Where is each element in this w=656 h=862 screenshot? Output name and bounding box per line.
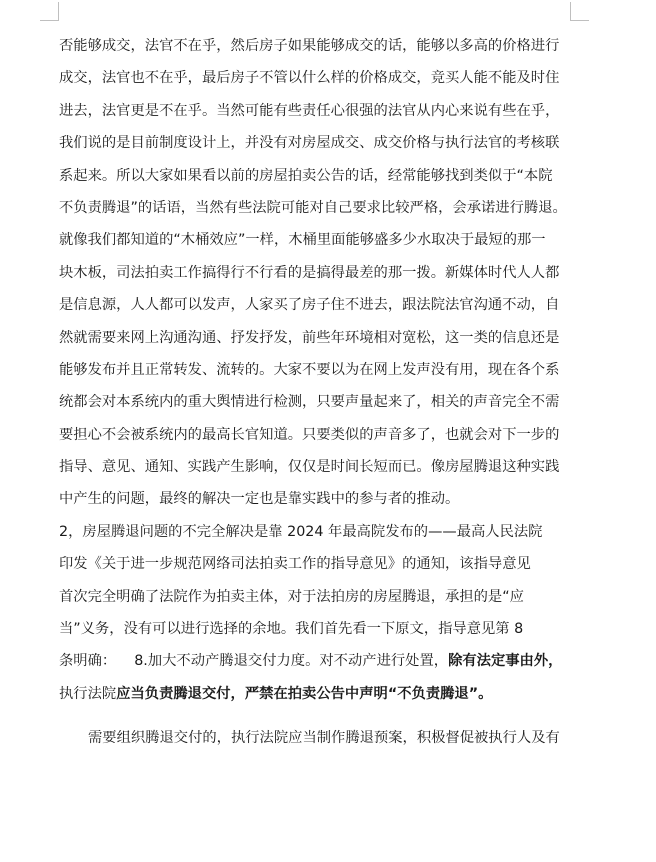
bold-text: 严禁在拍卖公告中声明“不负责腾退”。 [244,685,493,702]
text-line: 否能够成交，法官不在乎，然后房子如果能够成交的话，能够以多高的价格进行 [59,38,560,54]
text-line: 2，房屋腾退问题的不完全解决是靠 2024 年最高院发布的——最高人民法院 [59,523,543,540]
text-span: 条明确： [59,653,117,670]
text-line [59,645,571,677]
text-line: 进去，法官更是不在乎。当然可能有些责任心很强的法官从内心来说有些在乎， [59,102,560,119]
text-line: 要担心不会被系统内的最高长官知道。只要类似的声音多了，也就会对下一步的 [59,426,560,443]
text-line: 需要组织腾退交付的，执行法院应当制作腾退预案，积极督促被执行人及有 [88,730,560,747]
text-line: 当”义务，没有可以进行选择的余地。我们首先看一下原文，指导意见第 8 [59,621,524,638]
paragraph-1 [59,30,571,516]
paragraph-3 [59,722,571,754]
text-span: 执行法院 [59,685,117,702]
text-line: 印发《关于进一步规范网络司法拍卖工作的指导意见》的通知，该指导意见 [59,556,531,573]
text-line: 成交，法官也不在乎，最后房子不管以什么样的价格成交，竞买人能不能及时住 [59,70,560,87]
text-line: 块木板，司法拍卖工作搞得行不行看的是搞得最差的那一拨。新媒体时代人人都 [59,264,560,281]
paragraph-2 [59,516,571,710]
text-line: 统都会对本系统内的重大舆情进行检测，只要声量起来了，相关的声音完全不需 [59,394,560,411]
text-line: 能够发布并且正常转发、流转的。大家不要以为在网上发声没有用，现在各个系 [59,361,560,378]
document-body[interactable] [59,30,571,755]
text-line: 然就需要来网上沟通沟通、抒发抒发，前些年环境相对宽松，这一类的信息还是 [59,329,560,346]
text-line: 我们说的是目前制度设计上，并没有对房屋成交、成交价格与执行法官的考核联 [59,135,560,152]
text-line: 不负责腾退”的话语，当然有些法院可能对自己要求比较严格，会承诺进行腾退。 [59,199,567,216]
crop-mark-top-right [570,2,589,21]
text-line: 中产生的问题，最终的解决一定也是靠实践中的参与者的推动。 [59,491,460,508]
bold-text: 除有法定事由外， [448,653,563,670]
text-line [59,678,571,710]
text-line: 指导、意见、通知、实践产生影响，仅仅是时间长短而已。像房屋腾退这种实践 [59,459,560,476]
text-line: 首次完全明确了法院作为拍卖主体，对于法拍房的房屋腾退，承担的是“应 [59,588,524,605]
text-line: 系起来。所以大家如果看以前的房屋拍卖公告的话，经常能够找到类似于“本院 [59,167,553,184]
crop-mark-top-left [40,2,59,21]
text-line: 就像我们都知道的“木桶效应”一样，木桶里面能够盛多少水取决于最短的那一 [59,232,546,249]
bold-text: 应当负责腾退交付， [116,685,245,702]
text-line: 是信息源，人人都可以发声，人家买了房子住不进去，跟法院法官沟通不动，自 [59,297,560,314]
text-span: 8.加大不动产腾退交付力度。对不动产进行处置， [134,653,449,670]
